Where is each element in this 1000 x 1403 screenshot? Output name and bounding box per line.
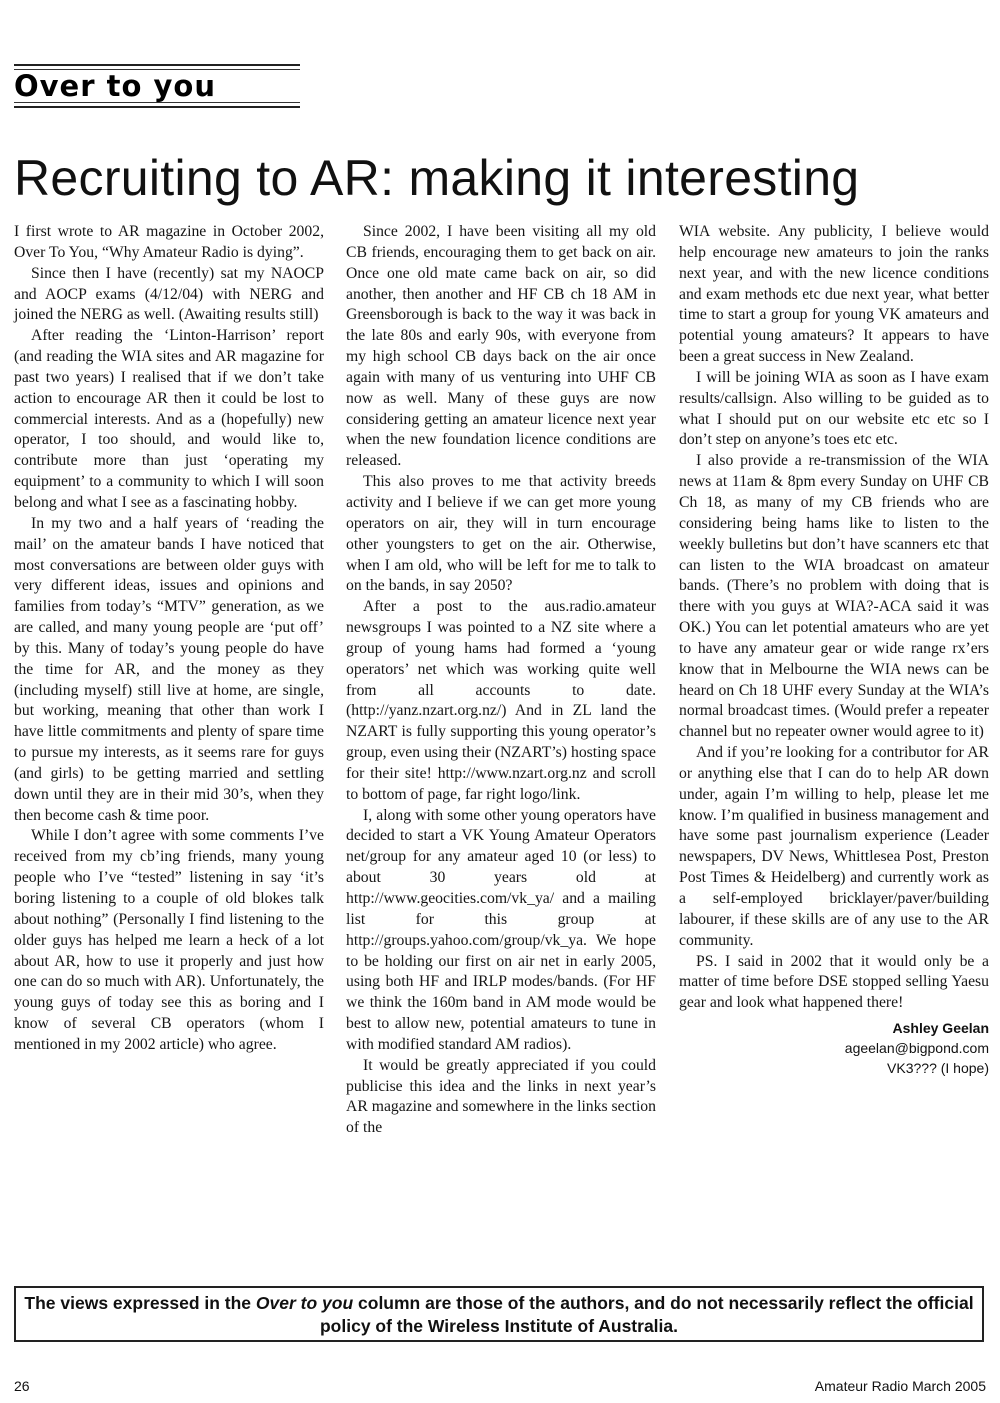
author-signature bbox=[679, 1018, 989, 1078]
paragraph: After a post to the aus.radio.amateur newsgroups I was pointed to a NZ site where a group of young hams had formed a ‘young operators’ net which was working quite well from all accounts to date. (http://yanz.nzart.org.nz/) And in ZL land the NZART is fully supporting this young operator’s group, even using their (NZART’s) hosting space for their site! http://www.nzart.org.nz and scroll to bottom of page, far right logo/link. bbox=[346, 598, 656, 803]
paragraph: While I don’t agree with some comments I’ve received from my cb’ing friends, many young people who I’ve “tested” listening in say ‘it’s boring listening to a couple of old blokes talk about nothing” (Personally I find listening to the older guys has helped me learn a heck of a lot about AR, how to use it properly and just how one can do so much with AR). Unfortunately, the young guys of today see this as boring and I know of several CB operators (whom I mentioned in my 2002 article) who agree. bbox=[14, 827, 324, 1053]
paragraph: I first wrote to AR magazine in October 2002, Over To You, “Why Amateur Radio is dying”. bbox=[14, 223, 324, 261]
paragraph: I will be joining WIA as soon as I have exam results/callsign. Also willing to be guided as to what I should put on our website etc etc so I don’t step on anyone’s toes etc etc. bbox=[679, 368, 989, 449]
paragraph: After reading the ‘Linton-Harrison’ report (and reading the WIA sites and AR magazine for past two years) I realised that if we don’t take action to encourage AR then it could be lost to commercial interests. And as a (hopefully) new operator, I too should, and would like to, contribute more than just ‘operating my equipment’ to a community to which I will soon belong and what I see as a fascinating hobby. bbox=[14, 327, 324, 511]
article-column-1 bbox=[14, 222, 324, 1056]
paragraph: And if you’re looking for a contributor for AR or anything else that I can do to help AR down under, again I’m willing to help, please let me know. I’m qualified in business management and have some past journalism experience (Leader newspapers, DV News, Whittlesea Post, Preston Post Times & Heidelberg) and currently work as a self-employed bricklayer/paver/building labourer, if these skills are of any use to the AR community. bbox=[679, 744, 989, 949]
paragraph: It would be greatly appreciated if you could publicise this idea and the links in next year’s AR magazine and somewhere in the links section of the bbox=[346, 1056, 656, 1137]
section-title: Over to you bbox=[14, 69, 216, 103]
author-name: Ashley Geelan bbox=[892, 1020, 989, 1037]
disclaimer-text: column are those of the authors, and do not necessarily reflect the official policy of the Wireless Institute of Australia. bbox=[319, 1293, 974, 1336]
paragraph: Since then I have (recently) sat my NAOCP and AOCP exams (4/12/04) with NERG and joined the NERG as well. (Awaiting results still) bbox=[14, 264, 324, 324]
author-callsign: VK3??? (I hope) bbox=[887, 1060, 989, 1077]
paragraph: Since 2002, I have been visiting all my old CB friends, encouraging them to get back on air. Once one old mate came back on air, so did another, then another and HF CB ch 18 AM in Greensborough is back to the way it was back in the late 80s and early 90s, with everyone from my high school CB days back on the air once again with many of us venturing into UHF CB now as well. Many of these guys are now considering getting an amateur licence next year when the new foundation licence conditions are released. bbox=[346, 223, 656, 470]
paragraph: PS. I said in 2002 that it would only be a matter of time before DSE stopped selling Yaesu gear and look what happened there! bbox=[679, 952, 989, 1012]
disclaimer-box bbox=[14, 1286, 984, 1342]
author-email: ageelan@bigpond.com bbox=[844, 1040, 989, 1057]
paragraph: WIA website. Any publicity, I believe would help encourage new amateurs to join the ranks next year, and with the new licence conditions and exam methods etc due next year, what better time to start a group for young VK amateurs and potential young amateurs? It appears to have been a great success in New Zealand. bbox=[679, 223, 989, 366]
publication-footer: Amateur Radio March 2005 bbox=[814, 1378, 986, 1394]
article-column-3 bbox=[679, 222, 989, 1078]
paragraph: I, along with some other young operators have decided to start a VK Young Amateur Operators net/group for any amateur aged 10 (or less) to about 30 years old at http://www.geocities.com/vk_ya/ and a mailing list for this group at http://groups.yahoo.com/group/vk_ya. We hope to be holding our first on air net in early 2005, using both HF and IRLP modes/bands. (For HF we think the 160m band in AM mode would be best to allow new, potential amateurs to tune in with modified standard AM radios). bbox=[346, 806, 656, 1053]
paragraph: In my two and a half years of ‘reading the mail’ on the amateur bands I have noticed that most conversations are between older guys with very different ideas, issues and opinions and families from today’s “MTV” generation, as we are called, and many young people are ‘put off’ by this. Many of today’s young people do have the time for AR, and the money as they (including myself) still live at home, are single, but working, meaning that other than work I have little commitments and plenty of spare time to pursue my interests, as it seems rare for guys (and girls) to be getting married and settling down until they are in their mid 30’s, when they then become cash & time poor. bbox=[14, 514, 324, 824]
page-number: 26 bbox=[14, 1378, 30, 1394]
disclaimer-text: The views expressed in the bbox=[24, 1293, 256, 1313]
disclaimer-column-name: Over to you bbox=[255, 1293, 354, 1313]
section-header bbox=[14, 64, 300, 108]
article-column-2 bbox=[346, 222, 656, 1139]
paragraph: This also proves to me that activity breeds activity and I believe if we can get more young operators on air, they will in turn encourage other youngsters to get on the air. Otherwise, when I am old, who will be left for me to talk to on the bands, in say 2050? bbox=[346, 473, 656, 595]
article-headline: Recruiting to AR: making it interesting bbox=[14, 150, 860, 206]
paragraph: I also provide a re-transmission of the WIA news at 11am & 8pm every Sunday on UHF CB Ch 18, as many of my CB friends who are considering being hams like to listen to the weekly bulletins but don’t have scanners etc that can listen to the WIA broadcast on amateur bands. (There’s no problem with doing that is there with you guys at WIA?-ACA said it was OK.) You can let potential amateurs who are yet to have any amateur gear or wide range rx’ers know that in Melbourne the WIA news can be heard on Ch 18 UHF every Sunday at the WIA’s normal broadcast times. (Would prefer a repeater channel but no repeater owner would agree to it) bbox=[679, 452, 989, 741]
